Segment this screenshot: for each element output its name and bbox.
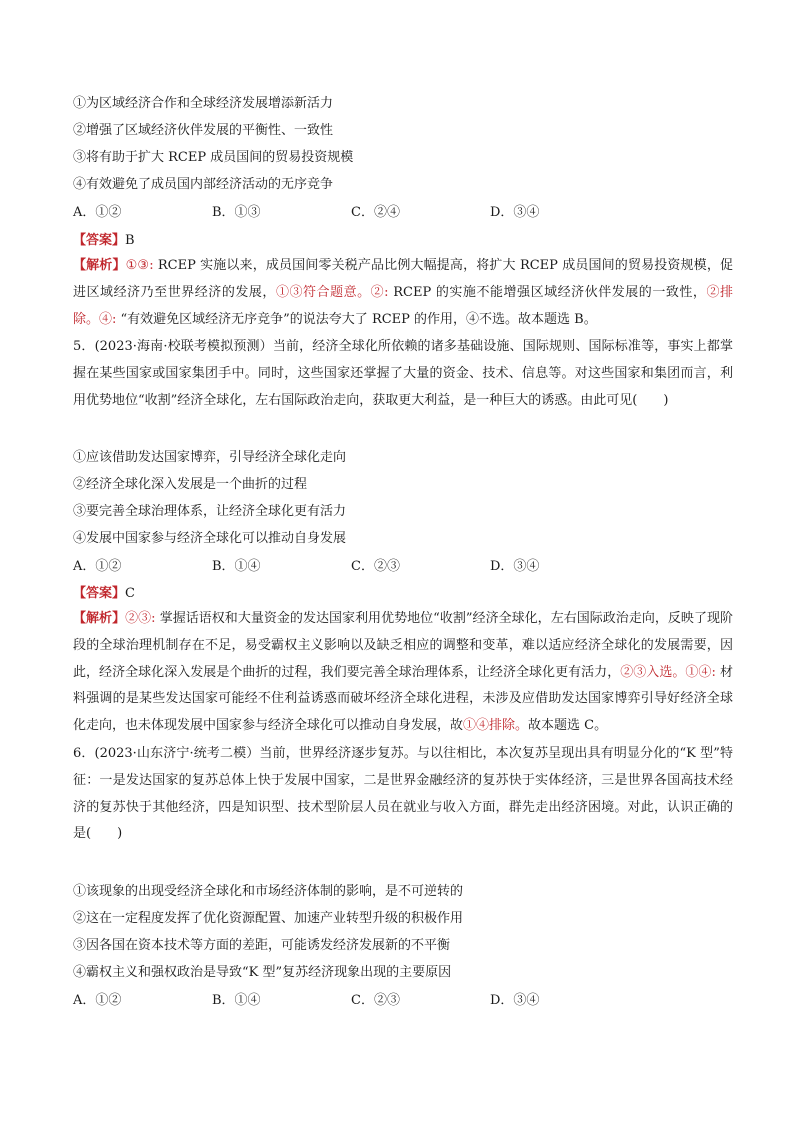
analysis-text: 材料强调的是某些发达国家可能经不住利益诱惑而破坏经济全球化进程，未涉及应借助发达国家博弈引导好经济全球化走向，也未体现发展中国家参与经济全球化可以推动自身发展，故 — [73, 664, 733, 734]
q5-stem: 5．(2023·海南·校联考模拟预测）当前，经济全球化所依赖的诸多基础设施、国际规则、国际标准等，事实上都掌握在某些国家或国家集团手中。同时，这些国家还掌握了大量的资金、技术、信息等。对这些国家和集团而言，利用优势地位“收割”经济全球化，左右国际政治走向，获取更大利益，是一种巨大的诱惑。由此可见( ) — [73, 339, 733, 408]
q6-statement-4: ④霸权主义和强权政治是导致“K 型”复苏经济现象出现的主要原因 — [73, 965, 452, 980]
analysis-key: ②③入选。①④: — [620, 664, 720, 680]
analysis-text: “有效避免区域经济无序竞争”的说法夸大了 RCEP 的作用，④不选。故本题选 B。 — [120, 311, 597, 327]
q5-statement-1: ①应该借助发达国家博弈，引导经济全球化走向 — [73, 450, 347, 465]
q4-statement-4: ④有效避免了成员国内部经济活动的无序竞争 — [73, 177, 334, 192]
analysis-text: 故本题选 C。 — [528, 718, 608, 734]
q6-option-a: A．①② — [73, 993, 122, 1008]
q6-option-c: C．②③ — [351, 993, 400, 1008]
answer-value: C — [125, 586, 135, 601]
analysis-key: ①④排除。 — [463, 718, 529, 734]
q5-answer — [73, 584, 135, 604]
q5-option-c: C．②③ — [351, 559, 400, 574]
q6-statement-2: ②这在一定程度发挥了优化资源配置、加速产业转型升级的积极作用 — [73, 911, 464, 926]
q6-option-b: B．①④ — [212, 993, 261, 1008]
q4-statement-2: ②增强了区域经济伙伴发展的平衡性、一致性 — [73, 123, 334, 138]
q5-option-b: B．①④ — [212, 559, 261, 574]
answer-label: 【答案】 — [73, 233, 126, 248]
q5-option-a: A．①② — [73, 559, 122, 574]
q4-option-a: A．①② — [73, 205, 122, 220]
q4-option-c: C．②④ — [351, 205, 400, 220]
q4-analysis — [73, 253, 733, 333]
q4-answer — [73, 231, 135, 251]
analysis-text: 掌握话语权和大量资金的发达国家利用优势地位“收割”经济全球化，左右国际政治走向，反映了现阶段的全球治理机制存在不足，易受霸权主义影响以及缺乏相应的调整和变革，难以适应经济全球化的发展需要，因此，经济全球化深入发展是个曲折的过程，我们要完善全球治理体系，让经济全球化更有活力， — [73, 611, 733, 680]
q5-statement-2: ②经济全球化深入发展是一个曲折的过程 — [73, 477, 308, 492]
analysis-text: RCEP 实施以来，成员国间零关税产品比例大幅提高，将扩大 RCEP 成员国间的贸易投资规模，促进区域经济乃至世界经济的发展， — [73, 258, 733, 300]
answer-value: B — [125, 233, 135, 248]
analysis-key: ②③: — [125, 611, 160, 626]
q4-option-b: B．①③ — [212, 205, 261, 220]
q5-option-d: D．③④ — [490, 559, 540, 574]
q6-option-d: D．③④ — [490, 993, 540, 1008]
q6-statement-3: ③因各国在资本技术等方面的差距，可能诱发经济发展新的不平衡 — [73, 938, 451, 953]
analysis-key: ②排除。④: — [73, 284, 733, 327]
q5-statement-4: ④发展中国家参与经济全球化可以推动自身发展 — [73, 531, 347, 546]
analysis-key: ①③: — [125, 258, 158, 273]
q5-statement-3: ③要完善全球治理体系，让经济全球化更有活力 — [73, 504, 347, 519]
analysis-key: ①③符合题意。②: — [275, 284, 394, 300]
answer-label: 【答案】 — [73, 586, 126, 601]
analysis-label: 【解析】 — [73, 258, 126, 273]
analysis-text: RCEP 的实施不能增强区域经济伙伴发展的一致性， — [393, 284, 707, 300]
q4-option-d: D．③④ — [490, 205, 540, 220]
q4-statement-1: ①为区域经济合作和全球经济发展增添新活力 — [73, 96, 334, 111]
q5-analysis — [73, 606, 733, 740]
q6-stem: 6．(2023·山东济宁·统考二模）当前，世界经济逐步复苏。与以往相比，本次复苏呈现出具有明显分化的“K 型”特征：一是发达国家的复苏总体上快于发展中国家，二是世界金融经济的复苏快于实体经济，三是世界各国高技术经济的复苏快于其他经济，四是知识型、技术型阶层人员在就业与收入方面，群先走出经济困境。对此，认识正确的是( ) — [73, 746, 733, 842]
q4-statement-3: ③将有助于扩大 RCEP 成员国间的贸易投资规模 — [73, 150, 354, 165]
q6-statement-1: ①该现象的出现受经济全球化和市场经济体制的影响，是不可逆转的 — [73, 884, 464, 899]
analysis-label: 【解析】 — [73, 611, 126, 626]
